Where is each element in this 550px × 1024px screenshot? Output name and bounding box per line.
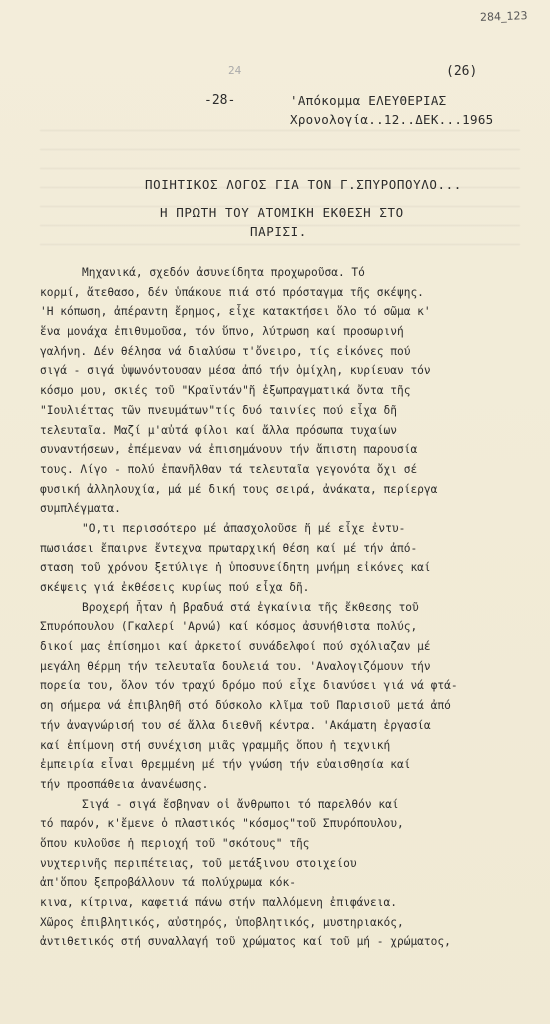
text-line: τελευταῖα. Μαζί μ'αὐτά φίλοι καί ἄλλα πρόσωπα τυχαίων xyxy=(40,423,397,437)
text-line: σταση τοῦ χρόνου ξετύλιγε ἡ ὑποσυνείδητη μνήμη εἰκόνες καί xyxy=(40,561,431,575)
body-text xyxy=(40,263,540,952)
text-line: κινα, κίτρινα, καφετιά πάνω στήν παλλόμενη ἐπιφάνεια. xyxy=(40,896,397,909)
text-line: ὅπου κυλοῦσε ἡ περιοχή τοῦ "σκότους" τῆς xyxy=(40,836,310,850)
page-number: (26) xyxy=(446,64,478,79)
heading-main: ΠΟΙΗΤΙΚΟΣ ΛΟΓΟΣ ΓΙΑ ΤΟΝ Γ.ΣΠΥΡΟΠΟΥΛΟ... xyxy=(145,177,462,192)
text-line: 'Η κόπωση, ἀπέραντη ἔρημος, εἶχε κατακτήσει ὅλο τό σῶμα κ' xyxy=(40,305,431,319)
text-line: τήν ἀναγνώρισή του σέ ἄλλα διεθνῆ κέντρα. 'Ακάματη ἐργασία xyxy=(40,718,431,732)
text-line: Σιγά - σιγά ἔσβηναν οἱ ἄνθρωποι τό παρελθόν καί xyxy=(82,797,399,811)
text-line: σκέψεις γιά ἐκθέσεις κυρίως πού εἶχα δῆ. xyxy=(40,581,310,594)
text-line: πωσιάσει ἔπαιρνε ἔντεχνα πρωταρχική θέση καί μέ τήν ἀπό- xyxy=(40,541,418,555)
page-title: -28- xyxy=(204,93,236,108)
text-line: νυχτερινῆς περιπέτειας, τοῦ μετάξινου στοιχείου xyxy=(40,856,357,870)
source-date: Χρονολογία..12..ΔΕΚ...1965 xyxy=(290,112,494,127)
text-line: τό παρόν, κ'ἔμενε ὁ πλαστικός "κόσμος"τοῦ Σπυρόπουλου, xyxy=(40,817,404,831)
text-line: συμπλέγματα. xyxy=(40,502,121,516)
source-clipping: 'Απόκομμα ΕΛΕΥΘΕΡΙΑΣ xyxy=(290,93,447,108)
heading-sub-end: ΠΑΡΙΣΙ. xyxy=(250,224,307,239)
text-line: πορεία του, ὅλον τόν τραχύ δρόμο πού εἶχε διανύσει γιά νά φτά- xyxy=(40,679,458,693)
text-line: μεγάλη θέρμη τήν τελευταῖα δουλειά του. 'Αναλογιζόμουν τήν xyxy=(40,659,431,673)
text-line: φυσική ἀλληλουχία, μά μέ δική τους σειρά, ἀνάκατα, περίεργα xyxy=(40,482,438,496)
text-line: κορμί, ἄτεθασο, δέν ὑπάκουε πιά στό πρόσταγμα τῆς σκέψης. xyxy=(40,285,424,299)
text-line: σιγά - σιγά ὑψωνόντουσαν μέσα ἀπό τήν ὁμίχλη, κυρίευαν τόν xyxy=(40,364,431,378)
text-line: συναντήσεων, ἐπέμεναν νά ἐπισημάνουν τήν ἄπιστη παρουσία xyxy=(40,443,418,457)
text-line: Βροχερή ἦταν ἡ βραδυά στά ἐγκαίνια τῆς ἔκθεσης τοῦ xyxy=(82,600,419,614)
text-line: ἀντιθετικός στή συναλλαγή τοῦ χρώματος καί τοῦ μή - χρώματος, xyxy=(40,935,451,949)
text-line: Μηχανικά, σχεδόν ἀσυνείδητα προχωροῦσα. Τό xyxy=(82,266,365,279)
text-line: τήν προσπάθεια ἀνανέωσης. xyxy=(40,777,209,791)
text-line: Χῶρος ἐπιβλητικός, αὐστηρός, ὑποβλητικός, μυστηριακός, xyxy=(40,915,404,929)
text-line: καί ἐπίμονη στή συνέχιση μιᾶς γραμμῆς ὅπου ἡ τεχνική xyxy=(40,738,391,752)
text-line: κόσμο μου, σκιές τοῦ "Κραϊντάν"ἤ ἐξωπραγματικά ὄντα τῆς xyxy=(40,384,411,398)
archive-number: 284_123 xyxy=(479,9,528,24)
text-line: γαλήνη. Δέν θέλησα νά διαλύσω τ'ὄνειρο, τίς εἰκόνες πού xyxy=(40,344,411,358)
heading-sub: Η ΠΡΩΤΗ ΤΟΥ ΑΤΟΜΙΚΗ ΕΚΘΕΣΗ ΣΤΟ xyxy=(160,205,404,220)
text-line: ἀπ'ὅπου ξεπροβάλλουν τά πολύχρωμα κόκ- xyxy=(40,876,296,890)
text-line: ση σήμερα νά ἐπιβληθῆ στό δύσκολο κλῖμα τοῦ Παρισιοῦ μετά ἀπό xyxy=(40,699,451,713)
text-line: τους. Λίγο - πολύ ἐπανῆλθαν τά τελευταῖα γεγονότα ὄχι σέ xyxy=(40,462,418,476)
text-line: Σπυρόπουλου (Γκαλερί 'Αρνώ) καί κόσμος ἀσυνήθιστα πολύς, xyxy=(40,620,418,634)
text-line: δικοί μας ἐπίσημοι καί ἀρκετοί συνάδελφοί πού σχόλιαζαν μέ xyxy=(40,640,431,654)
text-line: "Ο,τι περισσότερο μέ ἀπασχολοῦσε ἤ μέ εἶχε ἐντυ- xyxy=(82,521,406,535)
text-line: ἐμπειρία εἶναι θρεμμένη μέ τήν γνώση τήν εὐαισθησία καί xyxy=(40,758,411,772)
text-line: "Ιουλιέττας τῶν πνευμάτων"τίς δυό ταινίες πού εἶχα δῆ xyxy=(40,403,397,417)
text-line: ἕνα μονάχα ἐπιθυμοῦσα, τόν ὕπνο, λύτρωση καί προσωρινή xyxy=(40,325,404,339)
pencil-mark: 24 xyxy=(228,64,242,77)
